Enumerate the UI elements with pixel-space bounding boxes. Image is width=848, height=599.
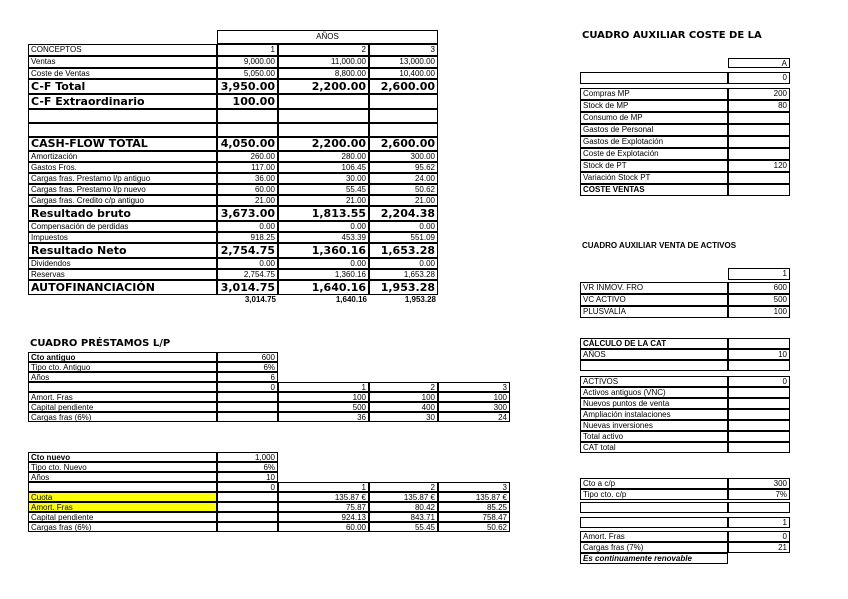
row-label[interactable]	[28, 123, 217, 137]
loan-old-label[interactable]: Tipo cto. Antiguo	[28, 362, 217, 372]
coste-value[interactable]: 200	[728, 88, 790, 100]
coste-value[interactable]: 120	[728, 160, 790, 172]
total-below[interactable]: 1,953.28	[404, 295, 436, 304]
row-value[interactable]: 95.62	[369, 162, 438, 173]
row-label[interactable]: Reservas	[28, 269, 217, 280]
row-label[interactable]: C-F Total	[28, 79, 217, 94]
row-value[interactable]: 1,360.16	[278, 243, 369, 258]
coste-label[interactable]: COSTE VENTAS	[580, 184, 728, 196]
row-value[interactable]: 280.00	[278, 151, 369, 162]
row-value[interactable]: 21.00	[278, 195, 369, 206]
cat-label[interactable]: Nuevas inversiones	[580, 420, 728, 431]
row-value[interactable]: 0.00	[278, 221, 369, 232]
coste-value[interactable]	[728, 112, 790, 124]
row-value[interactable]	[369, 109, 438, 123]
row-value[interactable]: 50.62	[369, 184, 438, 195]
blank[interactable]	[28, 382, 217, 392]
row-value[interactable]: 551.09	[369, 232, 438, 243]
cp-sched-label[interactable]: Cargas fras (7%)	[580, 542, 728, 553]
cp-sched-value[interactable]: 0	[728, 531, 790, 542]
cp-label[interactable]: Cto a c/p	[580, 478, 728, 489]
coste-title: CUADRO AUXILIAR COSTE DE LA	[582, 30, 762, 41]
sched-value[interactable]: 135.87 €	[278, 492, 369, 502]
loan-new-label[interactable]: Tipo cto. Nuevo	[28, 462, 217, 472]
sched-value[interactable]: 100	[369, 392, 438, 402]
sched-label[interactable]: Cargas fras (6%)	[28, 412, 217, 422]
sched-value[interactable]: 758.47	[438, 512, 510, 522]
cat-label[interactable]: CAT total	[580, 442, 728, 453]
row-value[interactable]	[369, 94, 438, 109]
coste-value[interactable]: 80	[728, 100, 790, 112]
year-1[interactable]: 1	[217, 44, 278, 56]
row-value[interactable]: 3,673.00	[217, 206, 278, 221]
cat-value[interactable]	[728, 442, 790, 453]
blank[interactable]	[728, 338, 790, 349]
row-label[interactable]: Coste de Ventas	[28, 68, 217, 79]
sched-value[interactable]: 24	[438, 412, 510, 422]
sched-value[interactable]: 135.87 €	[438, 492, 510, 502]
period[interactable]: 0	[217, 382, 278, 392]
cat-value[interactable]	[728, 398, 790, 409]
period[interactable]: 2	[369, 482, 438, 492]
row-value[interactable]: 8,800.00	[278, 68, 369, 79]
cat-label[interactable]: Activos antiguos (VNC)	[580, 387, 728, 398]
sched-value[interactable]: 30	[369, 412, 438, 422]
cat-years-value[interactable]: 10	[728, 349, 790, 360]
coste-value[interactable]	[728, 148, 790, 160]
loans-title: CUADRO PRÉSTAMOS L/P	[30, 338, 171, 349]
row-value[interactable]: 2,600.00	[369, 137, 438, 151]
period[interactable]: 3	[438, 482, 510, 492]
sched-value[interactable]: 85.25	[438, 502, 510, 512]
sched-value[interactable]: 60.00	[278, 522, 369, 532]
sched-value[interactable]: 50.62	[438, 522, 510, 532]
row-label[interactable]: Gastos Fros.	[28, 162, 217, 173]
venta-value[interactable]: 100	[728, 306, 790, 318]
row-value[interactable]	[217, 123, 278, 137]
row-label[interactable]	[28, 109, 217, 123]
blank[interactable]	[580, 360, 728, 371]
coste-label[interactable]: Stock de PT	[580, 160, 728, 172]
row-label[interactable]: Ventas	[28, 56, 217, 68]
row-value[interactable]	[278, 94, 369, 109]
row-value[interactable]: 21.00	[369, 195, 438, 206]
venta-label[interactable]: PLUSVALÍA	[580, 306, 728, 318]
row-value[interactable]: 3,014.75	[217, 280, 278, 295]
period[interactable]: 2	[369, 382, 438, 392]
coste-value[interactable]	[728, 184, 790, 196]
sched-label[interactable]: Amort. Fras	[28, 392, 217, 402]
period[interactable]: 3	[438, 382, 510, 392]
row-value[interactable]: 117.00	[217, 162, 278, 173]
row-value[interactable]: 2,754.75	[217, 269, 278, 280]
cat-value[interactable]	[728, 420, 790, 431]
cat-label[interactable]: Total activo	[580, 431, 728, 442]
row-label[interactable]: Cargas fras. Prestamo l/p nuevo	[28, 184, 217, 195]
row-value[interactable]: 30.00	[278, 173, 369, 184]
row-value[interactable]: 1,653.28	[369, 269, 438, 280]
row-label[interactable]: Resultado bruto	[28, 206, 217, 221]
coste-header[interactable]: A	[728, 58, 790, 68]
period[interactable]: 1	[278, 482, 369, 492]
concepts-label[interactable]: CONCEPTOS	[28, 44, 217, 56]
sched-label[interactable]: Cuota	[28, 492, 217, 502]
blank[interactable]	[217, 392, 278, 402]
cat-label[interactable]: Ampliación instalaciones	[580, 409, 728, 420]
row-value[interactable]: 4,050.00	[217, 137, 278, 151]
row-value[interactable]: 3,950.00	[217, 79, 278, 94]
sched-label[interactable]: Capital pendiente	[28, 512, 217, 522]
row-value[interactable]: 1,640.16	[278, 280, 369, 295]
cat-value[interactable]	[728, 387, 790, 398]
row-label[interactable]: Dividendos	[28, 258, 217, 269]
cp-period[interactable]: 1	[728, 517, 790, 528]
loan-new-label[interactable]: Cto nuevo	[28, 452, 217, 462]
coste-label[interactable]: Variación Stock PT	[580, 172, 728, 184]
row-value[interactable]: 100.00	[217, 94, 278, 109]
blank[interactable]	[580, 502, 728, 513]
blank[interactable]	[217, 512, 278, 522]
row-value[interactable]: 11,000.00	[278, 56, 369, 68]
period[interactable]: 1	[278, 382, 369, 392]
loan-old-label[interactable]: Cto antiguo	[28, 352, 217, 362]
row-value[interactable]: 2,204.38	[369, 206, 438, 221]
sched-value[interactable]: 924.13	[278, 512, 369, 522]
loan-new-label[interactable]: Años	[28, 472, 217, 482]
row-value[interactable]: 55.45	[278, 184, 369, 195]
sched-value[interactable]: 400	[369, 402, 438, 412]
coste-label[interactable]: Compras MP	[580, 88, 728, 100]
loan-new-value[interactable]: 6%	[217, 462, 278, 472]
loan-old-value[interactable]: 6%	[217, 362, 278, 372]
cat-value[interactable]	[728, 409, 790, 420]
row-value[interactable]: 5,050.00	[217, 68, 278, 79]
years-header[interactable]: AÑOS	[217, 30, 438, 44]
sched-value[interactable]: 135.87 €	[369, 492, 438, 502]
sched-label[interactable]: Cargas fras (6%)	[28, 522, 217, 532]
loan-new-value[interactable]: 1,000	[217, 452, 278, 462]
row-value[interactable]: 0.00	[217, 258, 278, 269]
row-value[interactable]	[278, 123, 369, 137]
coste-period[interactable]: 0	[728, 72, 790, 84]
loan-new-value[interactable]: 10	[217, 472, 278, 482]
coste-label[interactable]: Consumo de MP	[580, 112, 728, 124]
coste-value[interactable]	[728, 124, 790, 136]
row-value[interactable]	[369, 123, 438, 137]
coste-label[interactable]: Stock de MP	[580, 100, 728, 112]
sched-value[interactable]: 75.87	[278, 502, 369, 512]
coste-value[interactable]	[728, 172, 790, 184]
venta-value[interactable]: 500	[728, 294, 790, 306]
row-value[interactable]: 2,754.75	[217, 243, 278, 258]
blank[interactable]	[28, 482, 217, 492]
sched-value[interactable]: 100	[438, 392, 510, 402]
row-value[interactable]: 453.39	[278, 232, 369, 243]
cp-sched-value[interactable]: 21	[728, 542, 790, 553]
sched-value[interactable]: 55.45	[369, 522, 438, 532]
row-value[interactable]: 918.25	[217, 232, 278, 243]
row-label[interactable]: Cargas fras. Prestamo l/p antiguo	[28, 173, 217, 184]
row-label[interactable]: C-F Extraordinario	[28, 94, 217, 109]
coste-label[interactable]: Gastos de Explotación	[580, 136, 728, 148]
sched-label[interactable]: Amort. Fras	[28, 502, 217, 512]
row-value[interactable]	[278, 109, 369, 123]
row-value[interactable]: 300.00	[369, 151, 438, 162]
cat-value[interactable]	[728, 431, 790, 442]
sched-value[interactable]: 500	[278, 402, 369, 412]
row-value[interactable]: 260.00	[217, 151, 278, 162]
row-value[interactable]: 1,653.28	[369, 243, 438, 258]
sched-value[interactable]: 80.42	[369, 502, 438, 512]
row-label[interactable]: AUTOFINANCIACIÓN	[28, 280, 217, 295]
cat-label[interactable]: ACTIVOS	[580, 376, 728, 387]
blank[interactable]	[217, 412, 278, 422]
loan-old-label[interactable]: Años	[28, 372, 217, 382]
cat-title[interactable]: CÁLCULO DE LA CAT	[580, 338, 728, 349]
blank[interactable]	[580, 517, 728, 528]
blank[interactable]	[217, 502, 278, 512]
row-value[interactable]: 0.00	[369, 258, 438, 269]
row-label[interactable]: Resultado Neto	[28, 243, 217, 258]
coste-label[interactable]: Coste de Explotación	[580, 148, 728, 160]
blank[interactable]	[728, 502, 790, 513]
cat-label[interactable]: Nuevos puntos de venta	[580, 398, 728, 409]
row-label[interactable]: CASH-FLOW TOTAL	[28, 137, 217, 151]
loan-old-value[interactable]: 6	[217, 372, 278, 382]
sched-value[interactable]: 300	[438, 402, 510, 412]
blank[interactable]	[217, 522, 278, 532]
row-value[interactable]: 0.00	[217, 221, 278, 232]
row-value[interactable]: 24.00	[369, 173, 438, 184]
row-value[interactable]: 0.00	[369, 221, 438, 232]
year-3[interactable]: 3	[369, 44, 438, 56]
loan-old-value[interactable]: 600	[217, 352, 278, 362]
venta-label[interactable]: VC ACTIVO	[580, 294, 728, 306]
coste-label[interactable]: Gastos de Personal	[580, 124, 728, 136]
row-value[interactable]: 1,360.16	[278, 269, 369, 280]
row-value[interactable]: 13,000.00	[369, 56, 438, 68]
row-value[interactable]: 21.00	[217, 195, 278, 206]
cp-label[interactable]: Tipo cto. c/p	[580, 489, 728, 500]
period[interactable]: 0	[217, 482, 278, 492]
venta-period[interactable]: 1	[728, 268, 790, 280]
note[interactable]: Es continuamente renovable	[580, 553, 728, 564]
blank[interactable]	[580, 72, 728, 84]
row-label[interactable]: Impuestos	[28, 232, 217, 243]
row-value[interactable]	[217, 109, 278, 123]
total-below[interactable]: 3,014.75	[244, 295, 276, 304]
venta-label[interactable]: VR INMOV. FRO	[580, 282, 728, 294]
row-value[interactable]: 10,400.00	[369, 68, 438, 79]
total-below[interactable]: 1,640.16	[335, 295, 367, 304]
cat-years-label[interactable]: AÑOS	[580, 349, 728, 360]
row-value[interactable]: 2,200.00	[278, 137, 369, 151]
cp-sched-label[interactable]: Amort. Fras	[580, 531, 728, 542]
blank[interactable]	[217, 492, 278, 502]
cp-value[interactable]: 7%	[728, 489, 790, 500]
row-value[interactable]: 36.00	[217, 173, 278, 184]
cp-value[interactable]: 300	[728, 478, 790, 489]
venta-title: CUADRO AUXILIAR VENTA DE ACTIVOS	[582, 241, 737, 250]
row-label[interactable]: Compensación de perdidas	[28, 221, 217, 232]
sched-label[interactable]: Capital pendiente	[28, 402, 217, 412]
row-value[interactable]: 60.00	[217, 184, 278, 195]
row-value[interactable]: 1,813.55	[278, 206, 369, 221]
cat-value[interactable]: 0	[728, 376, 790, 387]
sched-value[interactable]: 100	[278, 392, 369, 402]
row-label[interactable]: Amortización	[28, 151, 217, 162]
row-value[interactable]: 106.45	[278, 162, 369, 173]
sched-value[interactable]: 843.71	[369, 512, 438, 522]
row-label[interactable]: Cargas fras. Credito c/p antiguo	[28, 195, 217, 206]
sched-value[interactable]: 36	[278, 412, 369, 422]
blank[interactable]	[217, 402, 278, 412]
row-value[interactable]: 2,600.00	[369, 79, 438, 94]
row-value[interactable]: 0.00	[278, 258, 369, 269]
blank[interactable]	[728, 360, 790, 371]
row-value[interactable]: 9,000.00	[217, 56, 278, 68]
coste-value[interactable]	[728, 136, 790, 148]
row-value[interactable]: 2,200.00	[278, 79, 369, 94]
year-2[interactable]: 2	[278, 44, 369, 56]
venta-value[interactable]: 600	[728, 282, 790, 294]
row-value[interactable]: 1,953.28	[369, 280, 438, 295]
